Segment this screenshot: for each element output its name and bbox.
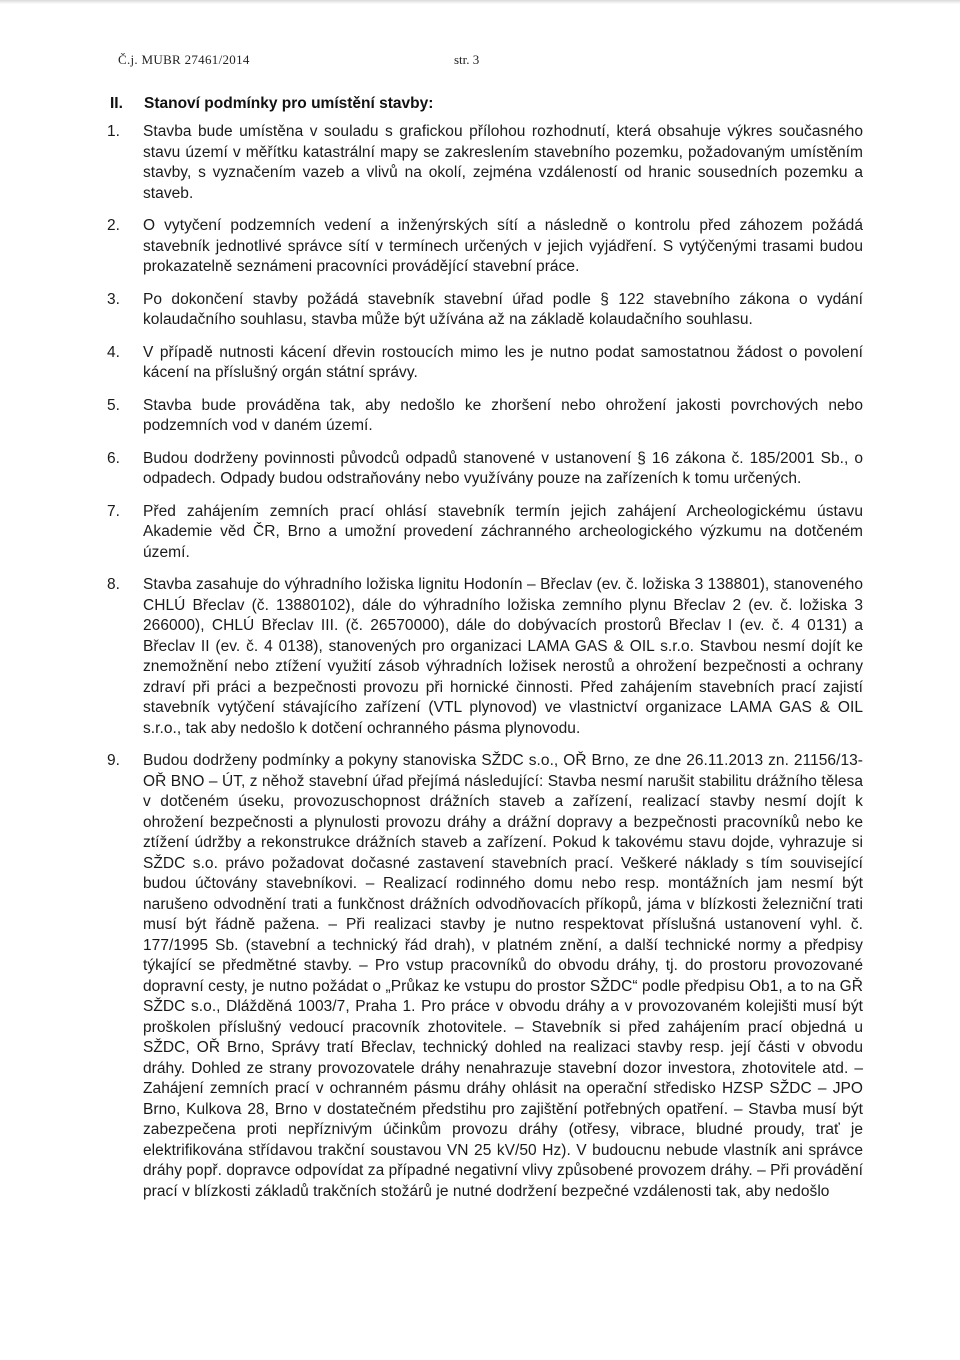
condition-item	[107, 502, 863, 564]
condition-number: 9.	[107, 752, 120, 769]
condition-item	[107, 575, 863, 739]
condition-text: Stavba bude umístěna v souladu s grafickou přílohou rozhodnutí, která obsahuje výkres současného stavu území v měřítku katastrální mapy se zakreslením stavebního pozemku, požadovaným umístěním stavby, s vyznačením vazeb a vlivů na okolí, zejména vzdáleností od hranic sousedních pozemku a staveb.	[143, 123, 863, 202]
condition-text: O vytyčení podzemních vedení a inženýrských sítí a následně o kontrolu před záhozem požádá stavebník jednotlivé správce sítí v termínech určených v jejich vyjádření. S vytýčenými trasami budou prokazatelně seznámeni pracovníci provádějící stavební práce.	[143, 217, 863, 275]
condition-item	[107, 751, 863, 1202]
condition-number: 3.	[107, 290, 120, 308]
section-title: Stanoví podmínky pro umístění stavby:	[144, 95, 434, 112]
section-heading	[110, 95, 433, 113]
condition-number: 8.	[107, 576, 120, 593]
condition-item	[107, 396, 863, 437]
condition-number: 6.	[107, 449, 120, 467]
condition-item	[107, 449, 863, 490]
condition-text: V případě nutnosti kácení dřevin rostoucích mimo les je nutno podat samostatnou žádost o povolení kácení na příslušný orgán státní správy.	[143, 343, 863, 381]
condition-text: Stavba zasahuje do výhradního ložiska lignitu Hodonín – Břeclav (ev. č. ložiska 3 138801), stanoveného CHLÚ Břeclav (č. 13880102), dále do výhradního ložiska zemního plynu Břeclav 2 (ev. č. ložiska 3 266000), CHLÚ Břeclav III. (č. 26570000), dále do dobývacích prostorů Břeclav I (ev. č. 4 0131) a Břeclav II (ev. č. 4 0138), stanovených pro organizaci LAMA GAS & OIL s.r.o. Stavbou nesmí dojít ke znemožnění nebo ztížení využití zásob výhradních ložisek nerostů a ohrožení bezpečnosti a ochrany zdraví při práci a bezpečnosti provozu při hornické činnosti. Před zahájením stavebních prací zajistí stavebník vytýčení stávajícího zařízení (VTL plynovod) ve vlastnictví organizace LAMA GAS & OIL s.r.o., tak aby nedošlo k dotčení ochranného pásma plynovodu.	[143, 576, 863, 737]
scan-edge	[0, 0, 960, 4]
condition-text: Budou dodrženy podmínky a pokyny stanoviska SŽDC s.o., OŘ Brno, ze dne 26.11.2013 zn. 21156/13-OŘ BNO – ÚT, z něhož stavební úřad přejímá následující: Stavba nesmí narušit stabilitu drážního tělesa v dotčeném úseku, provozuschopnost drážních staveb a zařízení, realizací stavby nesmí dojít k ohrožení bezpečnosti a plynulosti provozu dráhy a drážní dopravy a bezpečnosti pracovníků nebo ke ztížení údržby a rekonstrukce drážních staveb a zařízení. Pokud k takovému stavu dojde, vyhrazuje si SŽDC s.o. právo požadovat dočasné zastavení stavebních prací. Veškeré náklady s tím související budou účtovány stavebníkovi. – Realizací rodinného domu nebo resp. montážních jam nesmí být narušeno odvodnění trati a funkčnost drážních odvodňovacích příkopů, jáma v blízkosti železniční trati musí být řádně pažena. – Při realizaci stavby je nutno respektovat příslušná ustanovení vyhl. č. 177/1995 Sb. (stavební a technický řád drah), v platném znění, a další technické normy a předpisy týkající se předmětné stavby. – Pro vstup pracovníků do obvodu dráhy, tj. do prostoru provozované dopravní cesty, je nutno požádat o „Průkaz ke vstupu do prostor SŽDC“ podle předpisu Ob1, a to na GŘ SŽDC s.o., Dlážděná 1003/7, Praha 1. Pro práce v obvodu dráhy a v provozovaném kolejišti musí být proškolen příslušný vedoucí pracovník zhotovitele. – Stavebník si před zahájením prací objedná u SŽDC, OŘ Brno, Správy tratí Břeclav, technický dohled na realizaci stavby resp. její části v obvodu dráhy. Dohled ze strany provozovatele dráhy nenahrazuje stavební dozor investora, zhotovitele atd. – Zahájení zemních prací v ochranném pásmu dráhy ohlásit na operační středisko HZSP SŽDC – JPO Brno, Kulkova 28, Brno v dostatečném předstihu pro zajištění potřebných opatření. – Stavba musí být zabezpečena proti nepříznivým účinkům provozu dráhy (otřesy, vibrace, bludné proudy, trať je elektrifikována střídavou trakční soustavou VN 25 kV/50 Hz). V budoucnu nebude vlastník ani správce dráhy popř. dopravce odpovídat za případné negativní vlivy způsobené provozem dráhy. – Při provádění prací v blízkosti základů trakčních stožárů je nutné dodržení bezpečné vzdálenosti tak, aby nedošlo	[143, 752, 863, 1200]
condition-text: Stavba bude prováděna tak, aby nedošlo ke zhoršení nebo ohrožení jakosti povrchových nebo podzemních vod v daném území.	[143, 396, 863, 434]
condition-item	[107, 290, 863, 331]
condition-item	[107, 343, 863, 384]
document-reference-number: Č.j. MUBR 27461/2014	[118, 52, 250, 67]
condition-number: 7.	[107, 502, 120, 520]
page-number: str. 3	[454, 52, 480, 67]
section-number: II.	[110, 95, 123, 112]
condition-number: 1.	[107, 123, 120, 140]
condition-text: Budou dodrženy povinnosti původců odpadů stanovené v ustanovení § 16 zákona č. 185/2001 Sb., o odpadech. Odpady budou odstraňovány nebo využívány pouze na zařízeních k tomu určených.	[143, 449, 863, 487]
condition-number: 4.	[107, 343, 120, 361]
condition-item	[107, 122, 863, 204]
condition-text: Před zahájením zemních prací ohlásí stavebník termín jejich zahájení Archeologickému ústavu Akademie věd ČR, Brno a umožní provedení záchranného archeologického výzkumu na dotčeném území.	[143, 502, 863, 561]
condition-number: 2.	[107, 217, 120, 234]
condition-item	[107, 216, 863, 278]
condition-number: 5.	[107, 396, 120, 414]
condition-text: Po dokončení stavby požádá stavebník stavební úřad podle § 122 stavebního zákona o vydání kolaudačního souhlasu, stavba může být užívána až na základě kolaudačního souhlasu.	[143, 290, 863, 328]
conditions-list	[107, 122, 863, 1214]
